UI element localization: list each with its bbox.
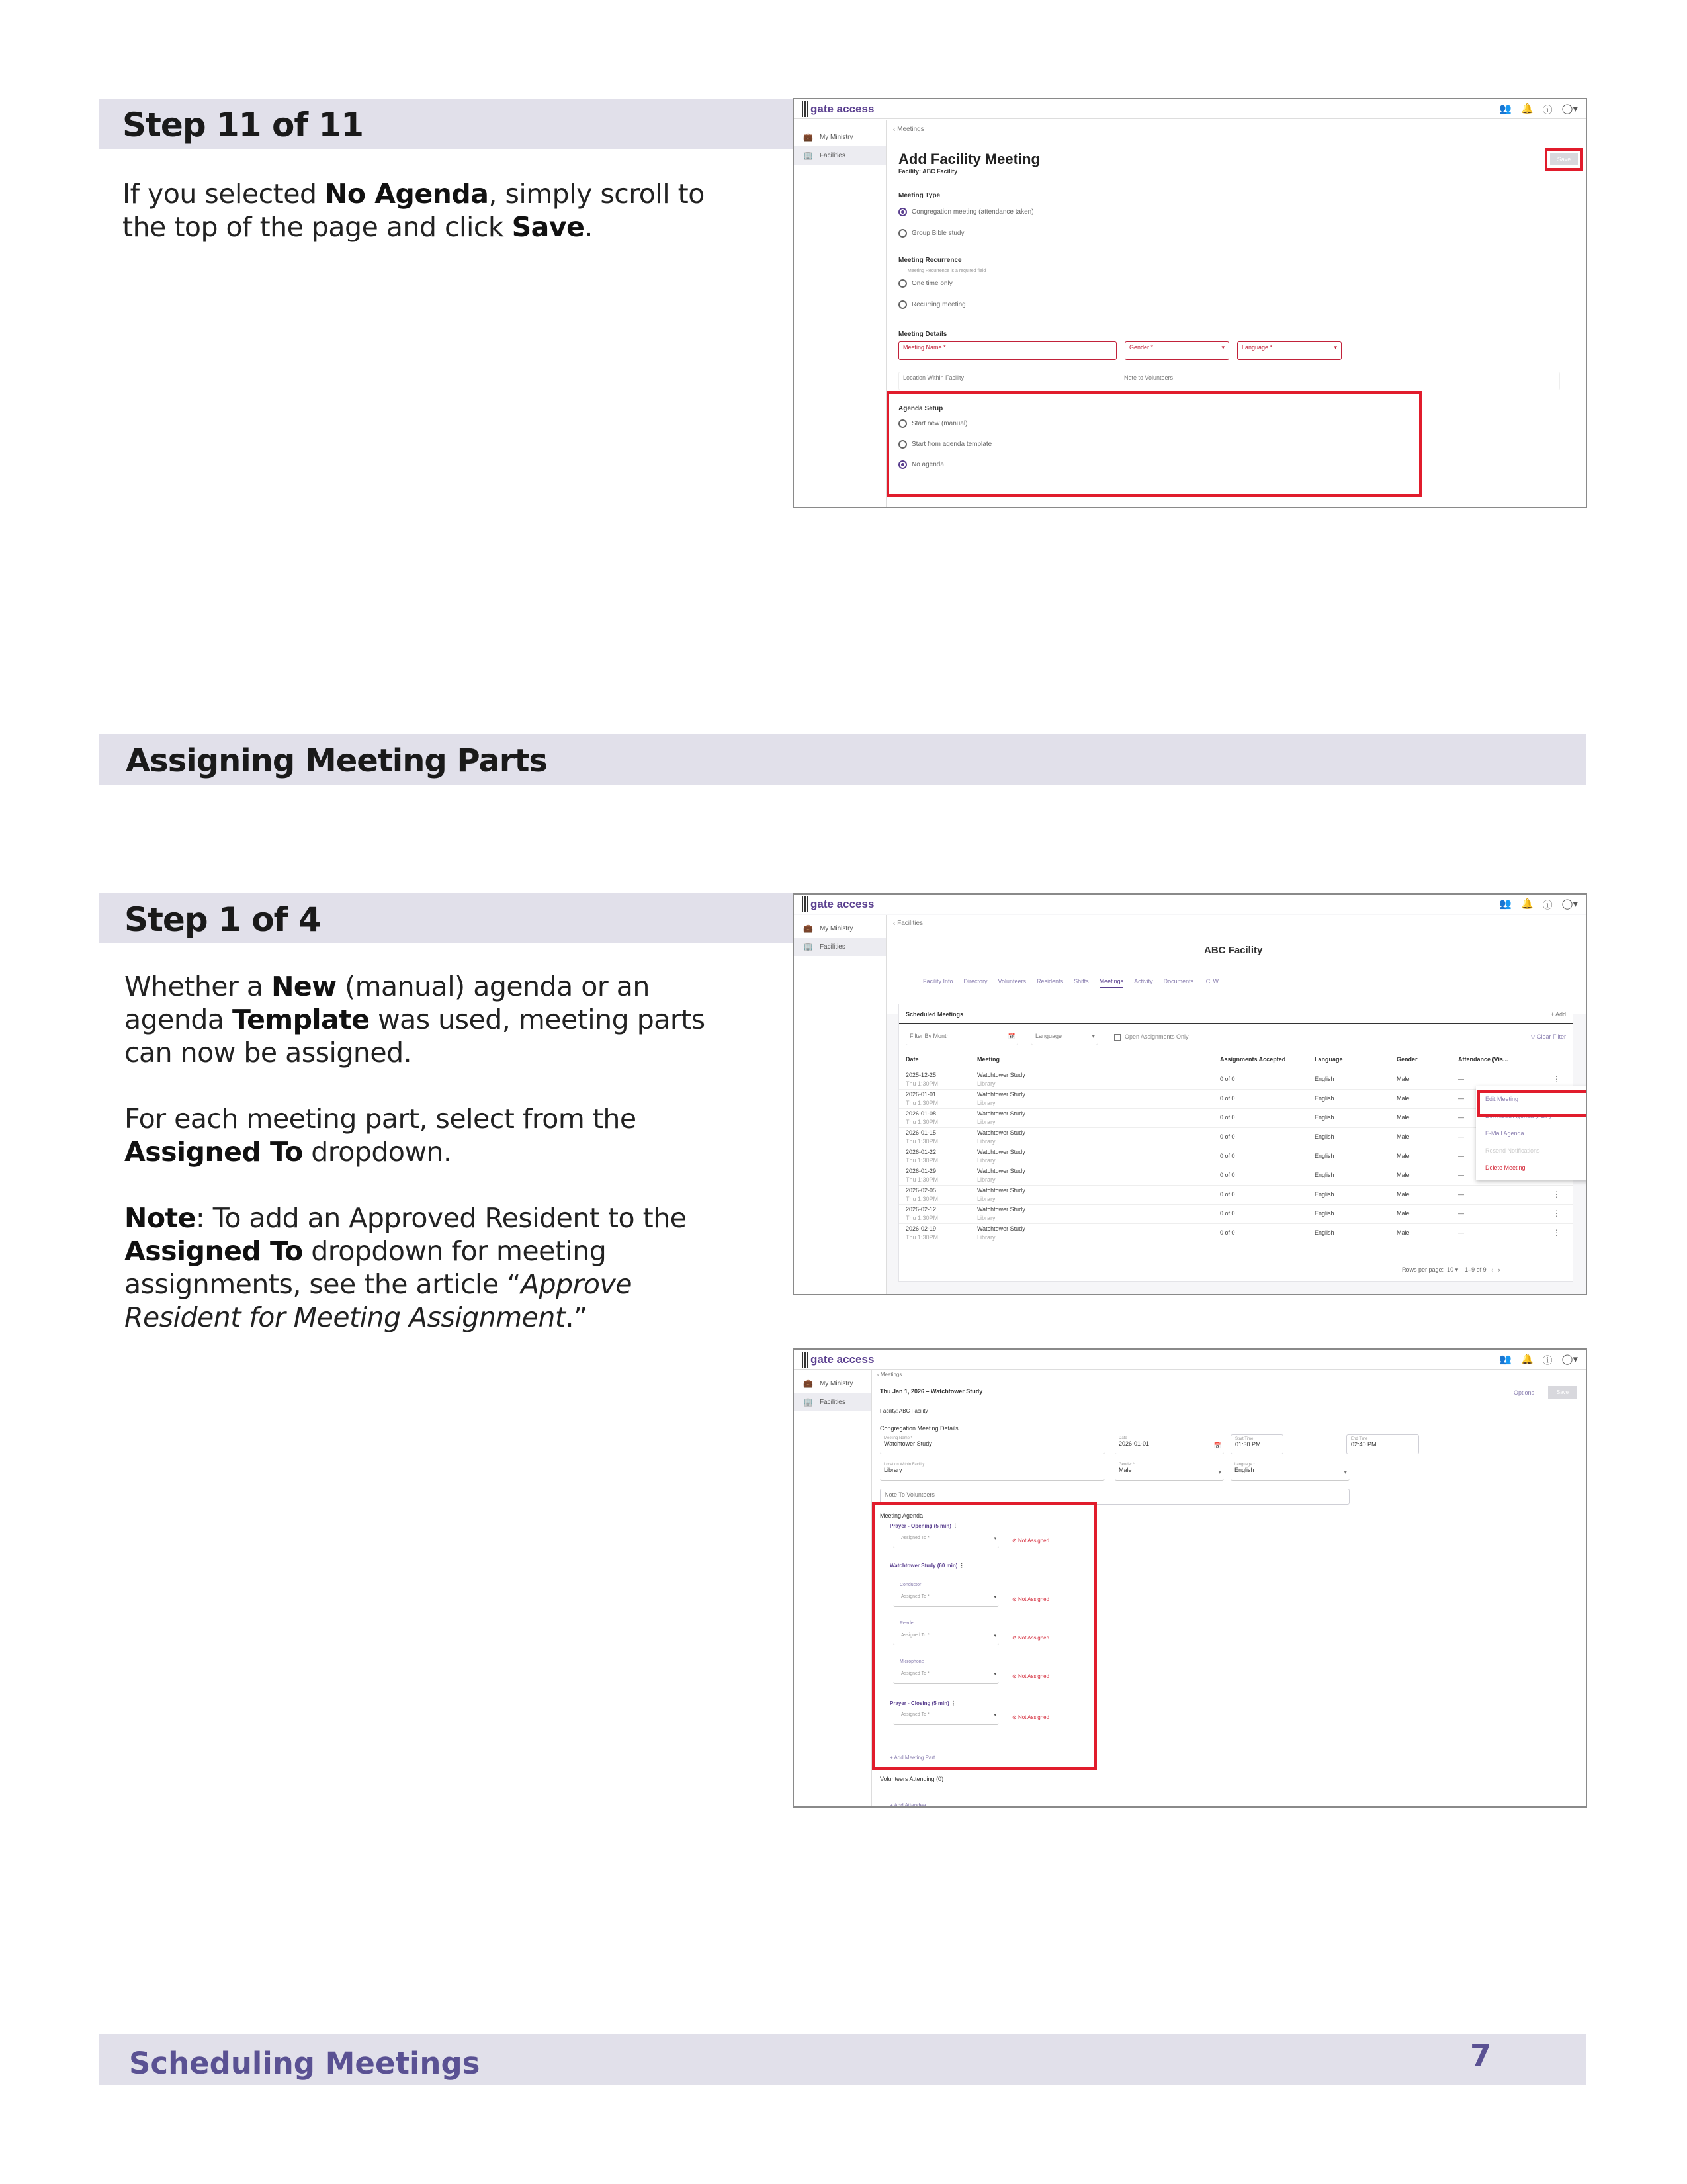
agenda-start-new[interactable]: Start new (manual) [898,419,967,428]
recurrence-one-time[interactable]: One time only [898,279,953,288]
cell-day: Thu 1:30PM [906,1196,939,1202]
cell-loc: Library [977,1215,996,1221]
recurrence-recurring[interactable]: Recurring meeting [898,300,966,309]
sidebar-item-my-ministry[interactable]: 💼 My Ministry [803,132,853,142]
add-attendee-button[interactable]: + Add Attendee [890,1802,926,1808]
rows-per-page-select[interactable]: 10 [1447,1266,1454,1273]
tab[interactable]: Directory [963,978,988,984]
tab[interactable]: Volunteers [998,978,1027,984]
cell-meeting: Watchtower Study [977,1110,1025,1117]
cell-att: — [1458,1133,1464,1140]
cell-lang: English [1315,1191,1334,1198]
screenshot-facility-meetings [793,893,1587,1295]
cell-day: Thu 1:30PM [906,1157,939,1164]
cell-meeting: Watchtower Study [977,1149,1025,1155]
menu-download-agenda[interactable]: Download Agenda (PDF) [1485,1113,1551,1119]
users-icon[interactable]: 👥 [1499,103,1512,114]
avatar[interactable]: ◯▾ [1561,103,1578,114]
cell-date: 2025-12-25 [906,1072,937,1078]
gate-access-logo: gate access [802,896,874,912]
alert-icon: ⊘ [1012,1673,1018,1679]
not-assigned-status: ⊘ Not Assigned [1012,1538,1050,1544]
cell-loc: Library [977,1234,996,1241]
ministry-icon: 💼 [803,924,813,933]
alert-icon: ⊘ [1012,1635,1018,1641]
cell-lang: English [1315,1153,1334,1159]
table-row[interactable] [899,1147,1573,1166]
cell-gender: Male [1397,1076,1410,1082]
app-topbar [794,895,1586,914]
cell-lang: English [1315,1229,1334,1236]
help-icon[interactable]: ⓘ [1542,1355,1553,1366]
help-icon[interactable]: ⓘ [1542,105,1553,116]
cell-acc: 0 of 0 [1220,1191,1235,1198]
cell-day: Thu 1:30PM [906,1234,939,1241]
tab[interactable]: Facility Info [923,978,953,984]
sidebar-item-facilities[interactable]: 🏢 Facilities [794,1393,871,1411]
agenda-role-label: Reader [900,1621,915,1626]
location-input[interactable]: Location Within Facility [903,374,965,381]
cell-att: — [1458,1210,1464,1217]
cell-loc: Library [977,1100,996,1106]
clear-filter-button[interactable]: ▽ Clear Filter [1530,1033,1566,1040]
avatar[interactable]: ◯▾ [1561,898,1578,910]
facility-header [887,915,1586,1014]
date-field[interactable]: Date 2026-01-01 📅 [1115,1434,1224,1454]
prev-page-icon[interactable]: ‹ [1491,1266,1494,1273]
col-language: Language [1315,1056,1343,1063]
cell-gender: Male [1397,1172,1410,1178]
agenda-role-label: Microphone [900,1659,924,1664]
cell-gender: Male [1397,1153,1410,1159]
more-vert-icon[interactable]: ⋮ [1553,1190,1561,1199]
table-row[interactable] [899,1186,1573,1205]
language-select[interactable]: Language * ▾ [1237,341,1342,360]
ministry-icon: 💼 [803,1379,813,1388]
cell-gender: Male [1397,1229,1410,1236]
add-button[interactable]: + Add [1550,1011,1566,1018]
back-link[interactable]: ‹ Meetings [893,126,924,133]
cell-loc: Library [977,1119,996,1125]
cell-att: — [1458,1095,1464,1102]
tab[interactable]: Shifts [1074,978,1089,984]
cell-loc: Library [977,1176,996,1183]
cell-lang: English [1315,1114,1334,1121]
meeting-type-label: Meeting Type [898,192,941,199]
pagination: Rows per page: 10 ▾ 1–9 of 9 ‹ › [1402,1266,1500,1273]
calendar-icon: 📅 [1213,1442,1221,1449]
cell-lang: English [1315,1133,1334,1140]
cell-day: Thu 1:30PM [906,1138,939,1145]
add-meeting-part-button[interactable]: + Add Meeting Part [890,1755,935,1761]
options-button[interactable]: Options [1514,1389,1535,1396]
gate-access-logo: gate access [802,101,874,117]
cell-date: 2026-01-15 [906,1129,937,1136]
start-time-field[interactable]: Start Time 01:30 PM [1231,1434,1283,1454]
menu-edit-meeting[interactable]: Edit Meeting [1485,1096,1519,1102]
cell-day: Thu 1:30PM [906,1215,939,1221]
not-assigned-status: ⊘ Not Assigned [1012,1635,1050,1641]
agenda-none[interactable]: No agenda [898,460,944,469]
meeting-type-bible-study[interactable]: Group Bible study [898,229,965,238]
step11-title: Step 11 of 11 [122,106,364,144]
details-section-title: Congregation Meeting Details [880,1425,959,1432]
step1-para-2: For each meeting part, select from the Assigned To dropdown. [124,1103,636,1168]
page-number: 7 [1470,2038,1492,2074]
cell-gender: Male [1397,1114,1410,1121]
back-link[interactable]: ‹ Facilities [893,920,924,927]
not-assigned-status: ⊘ Not Assigned [1012,1596,1050,1602]
step1-body [124,970,733,1334]
cell-meeting: Watchtower Study [977,1072,1025,1078]
step1-para-3: Note: To add an Approved Resident to the Assigned To dropdown for meeting assignments, see the article “Approve Resident for Meeting Assignment.” [124,1202,687,1333]
cell-day: Thu 1:30PM [906,1100,939,1106]
building-icon: 🏢 [803,1397,813,1407]
cell-att: — [1458,1229,1464,1236]
not-assigned-status: ⊘ Not Assigned [1012,1673,1050,1679]
users-icon[interactable]: 👥 [1499,898,1512,910]
col-accepted: Assignments Accepted [1220,1056,1286,1063]
recurrence-label: Meeting Recurrence [898,257,962,264]
recurrence-hint: Meeting Recurrence is a required field [908,269,986,273]
end-time-field[interactable]: End Time 02:40 PM [1346,1434,1419,1454]
table-row[interactable] [899,1128,1573,1147]
footer-title: Scheduling Meetings [129,2046,480,2081]
cell-day: Thu 1:30PM [906,1176,939,1183]
cell-date: 2026-01-22 [906,1149,937,1155]
menu-email-agenda[interactable]: E-Mail Agenda [1485,1130,1524,1137]
bell-icon[interactable]: 🔔 [1520,1354,1534,1365]
cell-lang: English [1315,1172,1334,1178]
cell-gender: Male [1397,1133,1410,1140]
cell-att: — [1458,1191,1464,1198]
alert-icon: ⊘ [1012,1596,1018,1602]
assigned-to-select[interactable]: Assigned To * ▾ [893,1593,999,1607]
filter-month-input[interactable]: Filter By Month 📅 [906,1031,1018,1045]
cell-lang: English [1315,1095,1334,1102]
more-vert-icon[interactable]: ⋮ [949,1700,957,1706]
details-label: Meeting Details [898,331,947,338]
table-row[interactable] [899,1109,1573,1128]
avatar[interactable]: ◯▾ [1561,1354,1578,1365]
meeting-name-field[interactable]: Meeting Name * Watchtower Study [880,1434,1105,1454]
agenda-part-title: Prayer - Opening (5 min) ⋮ [890,1523,959,1529]
section-title: Assigning Meeting Parts [126,742,547,779]
cell-date: 2026-02-19 [906,1225,937,1232]
step11-body: If you selected No Agenda, simply scroll to the top of the page and click Save. [122,178,705,243]
language-filter[interactable]: Language ▾ [1031,1031,1098,1045]
meeting-agenda-label: Meeting Agenda [880,1512,924,1519]
cell-loc: Library [977,1157,996,1164]
cell-att: — [1458,1153,1464,1159]
step1-title: Step 1 of 4 [124,900,321,939]
app-topbar [794,99,1586,119]
cell-acc: 0 of 0 [1220,1153,1235,1159]
sidebar-item-my-ministry[interactable]: 💼 My Ministry [803,924,853,933]
cell-att: — [1458,1076,1464,1082]
gate-access-logo: gate access [802,1352,874,1368]
cell-acc: 0 of 0 [1220,1210,1235,1217]
more-vert-icon[interactable]: ⋮ [1553,1228,1561,1237]
cell-meeting: Watchtower Study [977,1187,1025,1194]
assigned-to-select[interactable]: Assigned To * ▾ [893,1669,999,1684]
table-body [899,1070,1573,1256]
tab-meetings[interactable]: Meetings [1100,978,1124,988]
cell-date: 2026-01-01 [906,1091,937,1098]
step1-para-1: Whether a New (manual) agenda or an agenda Template was used, meeting parts can now be assigned. [124,971,705,1069]
table-row[interactable] [899,1205,1573,1224]
cell-gender: Male [1397,1191,1410,1198]
agenda-part-title: Prayer - Closing (5 min) ⋮ [890,1700,957,1706]
agenda-part-title: Watchtower Study (60 min) ⋮ [890,1563,965,1569]
screenshot-meeting-agenda [793,1348,1587,1808]
not-assigned-status: ⊘ Not Assigned [1012,1714,1050,1720]
col-attendance: Attendance (Vis... [1458,1056,1508,1063]
app-sidebar [794,915,887,1294]
more-vert-icon[interactable]: ⋮ [951,1523,959,1529]
help-icon[interactable]: ⓘ [1542,900,1553,911]
open-only-checkbox[interactable]: Open Assignments Only [1114,1033,1189,1041]
cell-date: 2026-02-12 [906,1206,937,1213]
agenda-parts [794,1350,1105,1808]
menu-delete-meeting[interactable]: Delete Meeting [1485,1164,1526,1171]
bell-icon[interactable]: 🔔 [1520,898,1534,910]
tab[interactable]: Documents [1163,978,1194,984]
facility-label: Facility: ABC Facility [880,1408,928,1414]
cell-att: — [1458,1172,1464,1178]
note-input[interactable]: Note to Volunteers [1124,374,1174,381]
assigned-to-select[interactable]: Assigned To * ▾ [893,1631,999,1645]
more-vert-icon[interactable]: ⋮ [1553,1209,1561,1218]
users-icon[interactable]: 👥 [1499,1354,1512,1365]
save-button[interactable]: Save [1548,1386,1577,1399]
location-and-note-row [898,372,1560,390]
more-vert-icon[interactable]: ⋮ [957,1563,965,1569]
table-row[interactable] [899,1090,1573,1109]
cell-meeting: Watchtower Study [977,1168,1025,1174]
cell-acc: 0 of 0 [1220,1114,1235,1121]
cell-acc: 0 of 0 [1220,1076,1235,1082]
location-field[interactable]: Location Within Facility Library [880,1461,1105,1481]
cell-acc: 0 of 0 [1220,1172,1235,1178]
cell-date: 2026-01-08 [906,1110,937,1117]
sidebar-item-facilities[interactable]: 🏢 Facilities [794,146,886,165]
cell-meeting: Watchtower Study [977,1206,1025,1213]
edit-meeting-highlight [1477,1090,1587,1117]
cell-day: Thu 1:30PM [906,1080,939,1087]
cell-gender: Male [1397,1095,1410,1102]
gender-field[interactable]: Gender * Male ▾ [1115,1461,1224,1481]
cell-date: 2026-01-29 [906,1168,937,1174]
table-row[interactable] [899,1224,1573,1243]
menu-resend-notifications: Resend Notifications [1485,1147,1540,1154]
meeting-type-congregation[interactable]: Congregation meeting (attendance taken) [898,208,1034,216]
agenda-role-label: Conductor [900,1583,922,1587]
cell-acc: 0 of 0 [1220,1095,1235,1102]
cell-acc: 0 of 0 [1220,1133,1235,1140]
app-sidebar [794,120,887,507]
ministry-icon: 💼 [803,132,813,142]
cell-att: — [1458,1114,1464,1121]
meeting-name-input[interactable]: Meeting Name * [898,341,1117,360]
agenda-template[interactable]: Start from agenda template [898,440,992,449]
cell-date: 2026-02-05 [906,1187,937,1194]
cell-loc: Library [977,1138,996,1145]
page-title: Add Facility Meeting [898,151,1040,167]
tab[interactable]: Residents [1037,978,1064,984]
cell-acc: 0 of 0 [1220,1229,1235,1236]
building-icon: 🏢 [803,942,813,951]
cell-meeting: Watchtower Study [977,1091,1025,1098]
screenshot-add-facility-meeting [793,98,1587,508]
building-icon: 🏢 [803,151,813,160]
more-vert-icon[interactable]: ⋮ [1553,1074,1561,1084]
assigned-to-select[interactable]: Assigned To * ▾ [893,1710,999,1725]
alert-icon: ⊘ [1012,1538,1018,1544]
cell-lang: English [1315,1210,1334,1217]
next-page-icon[interactable]: › [1498,1266,1500,1273]
sidebar-item-my-ministry[interactable]: 💼 My Ministry [803,1379,853,1388]
gender-select[interactable]: Gender * ▾ [1125,341,1229,360]
facility-tabs [923,978,1219,988]
alert-icon: ⊘ [1012,1714,1018,1720]
cell-lang: English [1315,1076,1334,1082]
language-field[interactable]: Language * English ▾ [1231,1461,1350,1481]
note-to-volunteers-input[interactable]: Note To Volunteers [880,1489,1350,1505]
table-row[interactable] [899,1166,1573,1186]
meeting-title: Thu Jan 1, 2026 – Watchtower Study [880,1388,983,1395]
cell-loc: Library [977,1080,996,1087]
table-header [899,1051,1573,1069]
facility-title: ABC Facility [1204,945,1263,956]
tab[interactable]: Activity [1134,978,1153,984]
col-gender: Gender [1397,1056,1418,1063]
save-button[interactable]: Save [1550,153,1578,165]
assigned-to-select[interactable]: Assigned To * ▾ [893,1534,999,1548]
facility-label: Facility: ABC Facility [898,168,958,175]
save-highlight [1545,148,1583,171]
cell-gender: Male [1397,1210,1410,1217]
bell-icon[interactable]: 🔔 [1520,103,1534,114]
scheduled-meetings-card [898,1004,1573,1282]
sidebar-item-facilities[interactable]: 🏢 Facilities [794,938,886,956]
cell-day: Thu 1:30PM [906,1119,939,1125]
cell-loc: Library [977,1196,996,1202]
col-meeting: Meeting [977,1056,1000,1063]
agenda-setup-label: Agenda Setup [898,405,943,412]
card-title: Scheduled Meetings [906,1011,964,1018]
tab[interactable]: ICLW [1204,978,1219,984]
back-link[interactable]: ‹ Meetings [877,1372,902,1377]
col-date[interactable]: Date [906,1056,919,1063]
calendar-icon: 📅 [1008,1033,1016,1039]
volunteers-attending-label: Volunteers Attending (0) [880,1776,944,1782]
cell-meeting: Watchtower Study [977,1225,1025,1232]
table-row[interactable] [899,1070,1573,1090]
cell-meeting: Watchtower Study [977,1129,1025,1136]
